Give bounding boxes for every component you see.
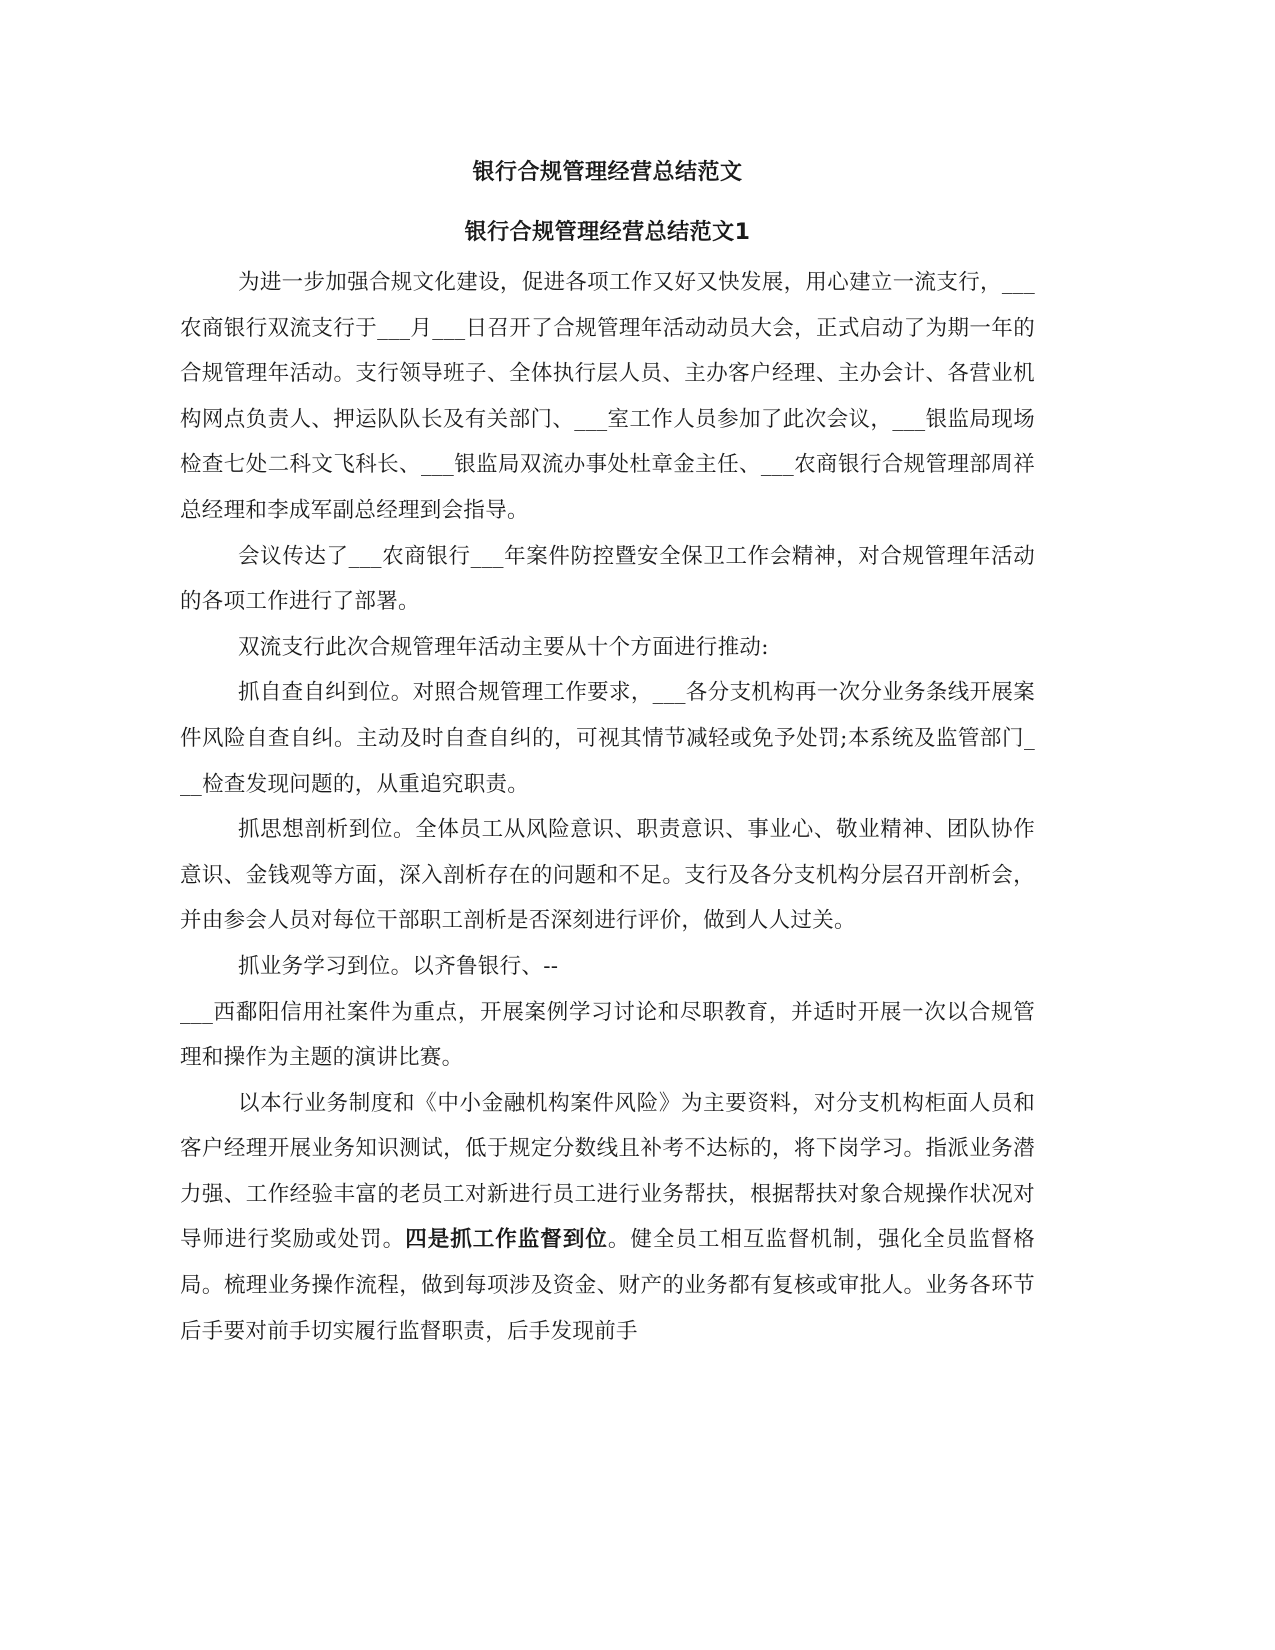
paragraph-study-line1: 抓业务学习到位。以齐鲁银行、-- [238,953,559,979]
document-body [180,260,1035,1354]
paragraph-thought-analysis: 抓思想剖析到位。全体员工从风险意识、职责意识、事业心、敬业精神、团队协作意识、金钱观等方面，深入剖析存在的问题和不足。支行及各分支机构分层召开剖析会，并由参会人员对每位干部职工剖析是否深刻进行评价，做到人人过关。 [180,817,1035,934]
supervision-heading: 四是抓工作监督到位 [405,1227,608,1253]
paragraph-meeting: 会议传达了___农商银行___年案件防控暨安全保卫工作会精神，对合规管理年活动的各项工作进行了部署。 [180,543,1035,615]
paragraph-supervision [180,1081,1035,1355]
paragraph-study-line2: ___西鄱阳信用社案件为重点，开展案例学习讨论和尽职教育，并适时开展一次以合规管理和操作为主题的演讲比赛。 [180,999,1035,1071]
paragraph-self-check: 抓自查自纠到位。对照合规管理工作要求，___各分支机构再一次分业务条线开展案件风险自查自纠。主动及时自查自纠的，可视其情节减轻或免予处罚;本系统及监管部门___检查发现问题的，从重追究职责。 [180,680,1035,797]
paragraph-ten-aspects: 双流支行此次合规管理年活动主要从十个方面进行推动: [238,634,769,660]
paragraph-supervision-part2: 。健全员工相互监督机制，强化全员监督格局。梳理业务操作流程，做到每项涉及资金、财产的业务都有复核或审批人。业务各环节后手要对前手切实履行监督职责，后手发现前手 [180,1227,1035,1344]
document-page [180,150,1035,1354]
document-subtitle: 银行合规管理经营总结范文1 [464,220,751,245]
paragraph-supervision-part1: 以本行业务制度和《中小金融机构案件风险》为主要资料，对分支机构柜面人员和客户经理开展业务知识测试，低于规定分数线且补考不达标的，将下岗学习。指派业务潜力强、工作经验丰富的老员工对新进行员工进行业务帮扶，根据帮扶对象合规操作状况对导师进行奖励或处罚。 [180,1090,1035,1253]
document-title: 银行合规管理经营总结范文 [472,160,743,185]
paragraph-intro: 为进一步加强合规文化建设，促进各项工作又好又快发展，用心建立一流支行，___农商银行双流支行于___月___日召开了合规管理年活动动员大会，正式启动了为期一年的合规管理年活动。支行领导班子、全体执行层人员、主办客户经理、主办会计、各营业机构网点负责人、押运队队长及有关部门、___室工作人员参加了此次会议，___银监局现场检查七处二科文飞科长、___银监局双流办事处杜章金主任、___农商银行合规管理部周祥总经理和李成军副总经理到会指导。 [180,270,1035,523]
